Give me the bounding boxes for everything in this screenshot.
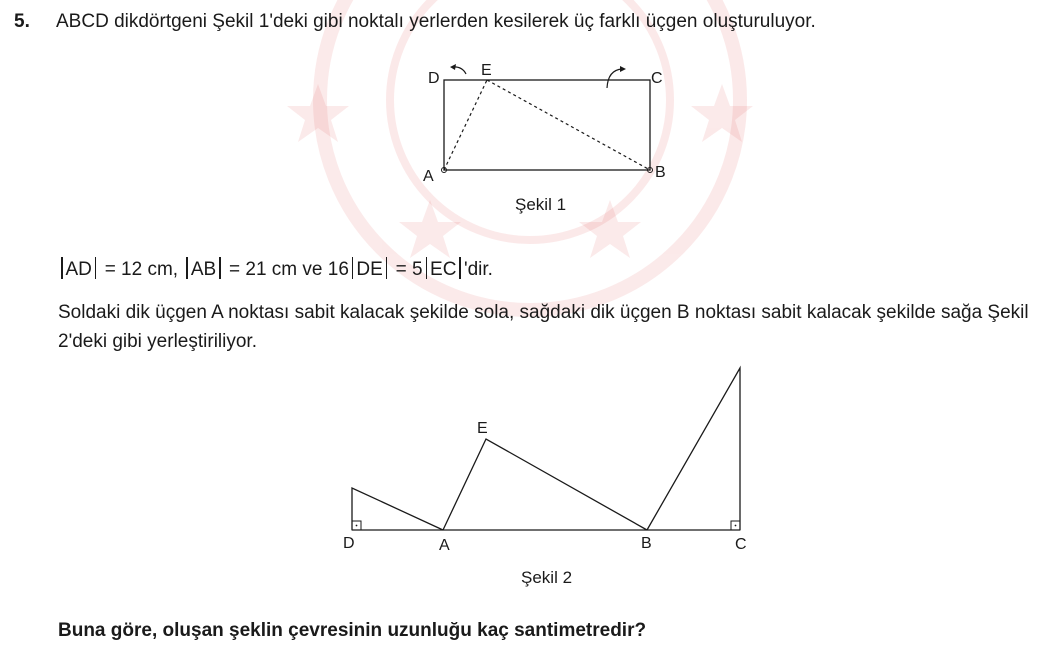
given-eq1: = 12 cm, <box>104 259 179 280</box>
fig2-label-a: A <box>439 537 450 554</box>
question-number: 5. <box>14 11 30 32</box>
fig1-label-d: D <box>428 70 440 87</box>
given-eq2: = 21 cm ve 16 <box>229 259 349 280</box>
fig2-label-e: E <box>477 420 488 437</box>
fig1-label-c: C <box>651 70 663 87</box>
fig2-label-b: B <box>641 535 652 552</box>
fig2-caption: Şekil 2 <box>521 568 573 587</box>
triangle-left <box>352 488 443 530</box>
given-eq3: = 5 <box>395 259 423 280</box>
question-prompt: Buna göre, oluşan şeklin çevresinin uzunluğu kaç santimetredir? <box>58 620 647 641</box>
fig2-label-c: C <box>735 536 747 553</box>
segment-ad: AD <box>65 259 92 280</box>
segment-de: DE <box>356 259 383 280</box>
segment-ec: EC <box>430 259 457 280</box>
fig1-label-e: E <box>481 62 492 79</box>
fig2-label-d: D <box>343 535 355 552</box>
fig1-label-a: A <box>423 168 434 185</box>
fig1-caption: Şekil 1 <box>515 195 567 214</box>
question-paragraph: Soldaki dik üçgen A noktası sabit kalacak şekilde sola, sağdaki dik üçgen B noktası sabit kalacak şekilde sağa Şekil 2'deki gibi yerleştiriliyor. <box>58 302 1029 352</box>
segment-ab: AB <box>190 259 217 280</box>
triangle-right <box>647 368 740 530</box>
fig1-label-b: B <box>655 164 666 181</box>
question-intro: ABCD dikdörtgeni Şekil 1'deki gibi noktalı yerlerden kesilerek üç farklı üçgen oluşturuluyor. <box>56 11 816 32</box>
triangle-middle <box>443 439 647 530</box>
given-suffix: 'dir. <box>463 259 493 280</box>
